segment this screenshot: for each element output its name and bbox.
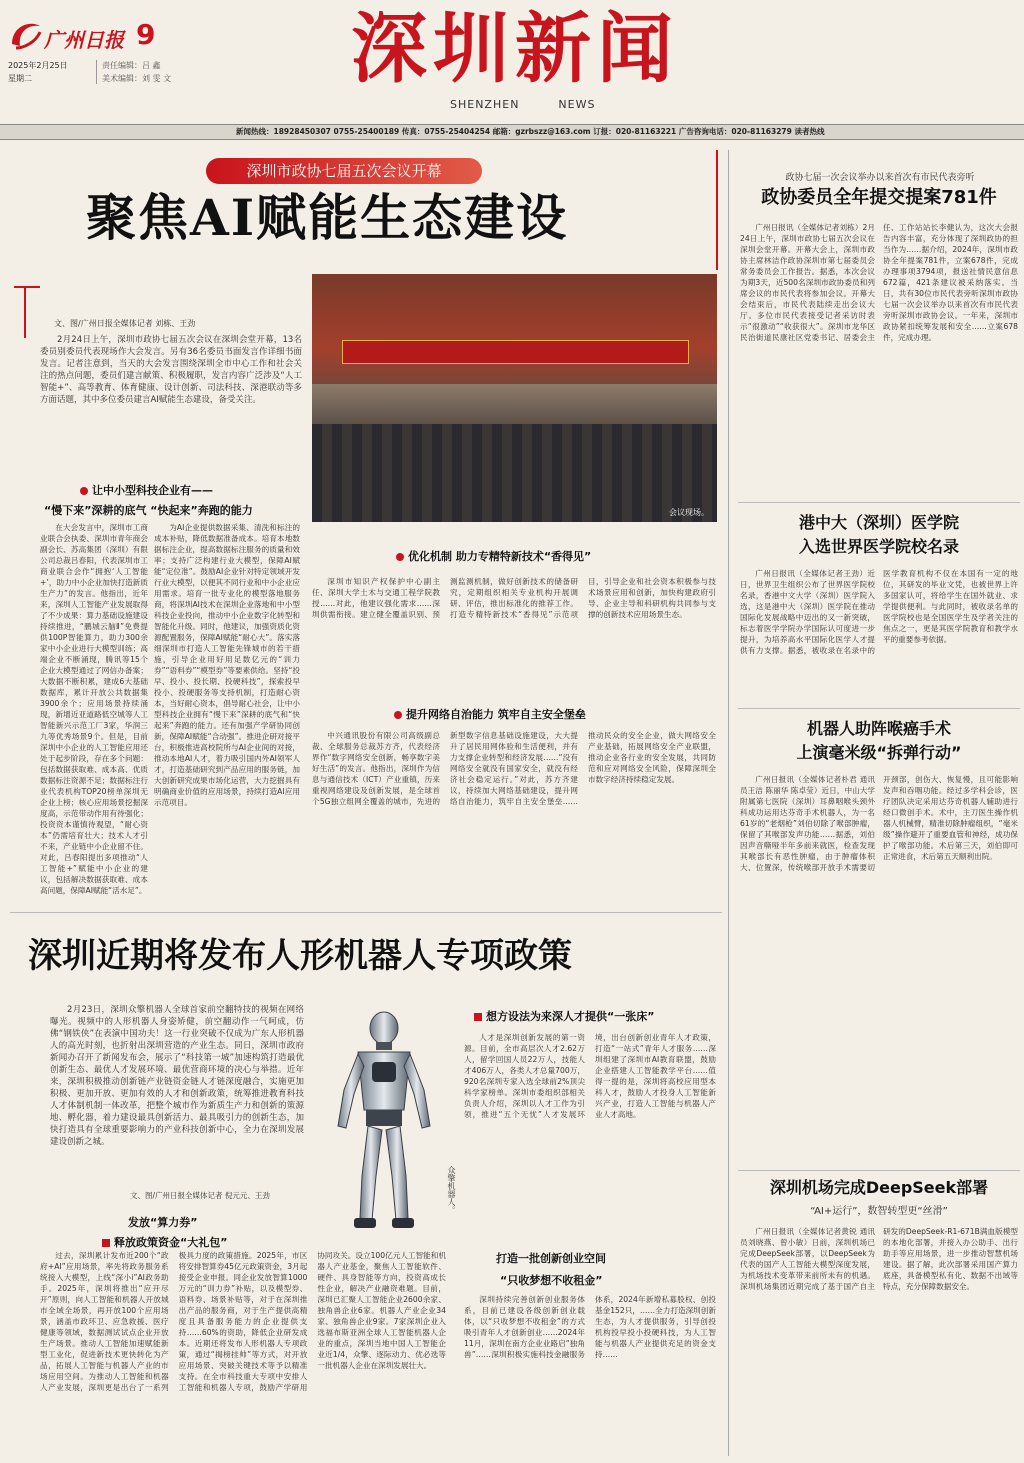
conference-photo [312,274,717,522]
side1-kicker: 政协七届一次会议举办以来首次有市民代表旁听 [785,173,975,183]
side2-headline-2: 入选世界医学院校名录 [798,537,959,556]
issue-date-block [8,60,98,84]
decor-line-right [716,150,718,270]
robot-sec1-heading [82,1214,302,1250]
editor-name: 责任编辑：吕 鑫 [102,61,161,70]
robot-sec1-title-a: 发放“算力券” [128,1216,198,1229]
main-byline: 文、图/广州日报全媒体记者 刘栋、王劲 [54,319,196,328]
robot-sec2-heading [474,1008,714,1024]
robot-sec2-text: 人才是深圳创新发展的第一资源。目前，全市高层次人才2.62万人，留学回国人员22万人，技能人才406万人，各类人才总量700万，920名深圳专家入选全球前2%顶尖科学家榜单。深圳市委组织部相关负责人介绍，深圳以人才工作为引领，推进“五个无忧”人才发展环境，出台创新创业青年人才政策，打造“一站式”青年人才服务……深圳组建了深圳市AI教育联盟，鼓励企业搭建人工智能教学平台……值得一提的是，深圳将高校应用型本科人才，鼓励人才投身人工智能新兴产业，打造人工智能与机器人产业人才高地。 [464,1033,716,1119]
stage-banner [342,340,689,364]
section-en-1: SHENZHEN [450,98,520,111]
robot-sec1-text: 过去，深圳累计发布近200个“政府+AI”应用场景，率先将政务服务系统接入大模型，上线“深小i”AI政务助手。2025年，深圳将推出“应开尽开”原则，向人工智能和机器人开放城市全域全场景，再开放100个应用场景，涵盖市政环卫、应急救援、医疗健康等领域，数据测试试点企业开放生产场景。推动人工智能加速赋能新型工业化，促进新技术更快转化为产品，拓展人工智能与机器人产业的市场应用空间。为推动人工智能和机器人产业发展，深圳更是出台了一系列极具力度的政策措施。2025年，市区将安排智算券45亿元政策资金，3月起接受企业申报。同企业发放智算1000万元的“训力券”补贴，以及模型券、语料券、场景补贴等，对于在深圳推出产品的服务商，对于生产提供高精度且具备服务能力的企业提供支持……60%的资助，降低企业研发成本。近期还将发布人形机器人专项政策，通过“揭榜挂帅”等方式，对开放应用场景、突破关键技术等予以精准支持。在全市科技重大专项中安排人工智能和机器人专项，鼓励产学研用协同攻关。设立100亿元人工智能和机器人产业基金，聚焦人工智能软件、硬件、具身智能等方向，投资高成长性企业，解决产业融资难题。目前，深圳已汇聚人工智能企业2600余家、独角兽企业6家。机器人产业企业34家、独角兽企业9家。7家深圳企业入选福布斯亚洲全球人工智能机器人企业的重点，深圳当地中国人工智能企业近1/4，众擎、逐际动力、优必选等一批机器人企业在深圳发展壮大。 [40,1251,446,1392]
side3-text: 广州日报讯（全媒体记者朴君 通讯员王洁 陈丽华 陈卓莹）近日，中山大学附属第七医院（深圳）耳鼻咽喉头颈外科成功运用达芬奇手术机器人，为一名61岁的“老烟枪”刘伯切除了喉部肿瘤，保留了其喉部发声功能……据悉，刘伯因声音嘶哑半年多前来就医，检查发现其喉部长有恶性肿瘤，由于肿瘤体积大、位置深，传统喉部开放手术需要切开颈部，创伤大、恢复慢，且可能影响发声和吞咽功能。经过多学科会诊，医疗团队决定采用达芬奇机器人辅助进行经口微创手术。术中，主刀医生操作机器人机械臂，精准切除肿瘤组织，“毫米级”操作避开了重要血管和神经，成功保护了喉部功能。术后第三天，刘伯即可正常进食，术后第五天顺利出院。 [740,775,1018,872]
editor-credits [102,60,252,84]
side3-headline-2: 上演毫米级“拆弹行动” [796,743,962,762]
main-sec1-col2: 为AI企业提供数据采集、清洗和标注的成本补贴，降低数据准备成本。培育本地数据标注企业，提高数据标注服务的质量和效率；支持广泛构建行业大模型，保障AI赋能“定位准”。鼓励AI企业针对特定领域开发行业大模型，以便其不同行业和中小企业应用需求。培育一批专业化的模型落地服务商，将深圳AI技术在深圳企业落地和中小型科技企业投向，推动中小企业数字化转型和智能化升级。同时，他建议，加强资质化资源配置服务，保障AI赋能“耐心大”。落实落细深圳市打造人工智能先锋城市的若干措施，引导企业用好用足数亿元的“训力券”“语料券”“模型券”等要素供给。坚持“投早、投小、投长期、投硬科技”，探索投早投小、投硬服务等支持机制，打造耐心资本，当好耐心资本，倡导耐心社会，让中小型科技企业拥有“慢下来”深耕的底气和“快起来”奔跑的能力。还有加强产学研协同创新，保障AI赋能“合动强”。推进企研对接平台，积极推进高校院所与AI企业间的对接，推动本地AI人才，着力吸引国内外AI领军人才，打造基础研究到产品应用的服务链，加大创新研究成果市场化运营，大力挖掘具有明确商业价值的应用场景，持续打造AI应用示范项目。 [154,523,300,807]
robot-lead: 2月23日，深圳众擎机器人全球首家前空翻特技的视频在网络曝光。视频中的人形机器人身姿矫健，前空翻动作一气呵成，仿佛“钢铁侠”在表演中国功夫！这一行业突破不仅成为广东人形机器人的高光时刻，也折射出深圳营造的产业生态。同日，深圳市政府新闻办召开了新闻发布会，展示了“科技第一城”加速构筑打造最优创新生态、最优人才发展环境、最优营商环境的决心与举措。近年来，深圳积极推动创新链产业链资金链人才链深度融合，实施更加积极、更加开放、更加有效的人才和创新政策，统筹推进教育科技人才体制机制一体改革，把整个城市作为新质生产力和创新的策源地、孵化器，着力建设最具创新活力、最具吸引力的创新生态，加快打造具有全球重要影响力的产业科技创新中心，全力在深圳发展建设创新之城。 [50,1005,304,1147]
contact-bar [0,124,1024,140]
section-en-2: NEWS [558,98,596,111]
humanoid-robot-icon [318,1006,448,1238]
side2-headline-1: 港中大（深圳）医学院 [798,513,959,532]
main-lead: 2月24日上午，深圳市政协七届五次会议在深圳会堂开幕，13名委员别委员代表现场作大会发言。另有36名委员书面发言作详细书面发言。记者注意到，当天的大会发言围绕深圳全市中心工作和社会关注的热点问题，委员们建言献策、积极履职，发言内容广泛涉及“人工智能+”、高等教育、体育健康、设计创新、司法科技、深港联动等多方面话题，其中多位委员建言AI赋能生态建设，备受关注。 [40,335,302,405]
side2-text: 广州日报讯（全媒体记者王劲）近日，世界卫生组织公布了世界医学院校名录，香港中文大学（深圳）医学院入选，这是港中大（深圳）医学院在推动国际化发展战略中迈出的又一新突破，标志着医学学院办学国际认可度进一步提升，为培养高水平国际化医学人才提供有力支撑。据悉，被收录在名录中的医学教育机构不仅在本国有一定的地位，其研发的毕业文凭，也被世界上许多国家认可，将给学生在国外就业、求学提供便利。与此同时，被收录名单的医学院校也是全国医学生及学者关注的焦点之一，更是其医学院教育和教学水平的重要参考依据。 [740,569,1018,655]
bullet-icon [80,487,88,495]
main-sec2-heading [396,548,716,564]
stage-rows [312,384,717,424]
main-sec3-heading [394,706,714,722]
main-sec2-text: 深圳市知识产权保护中心副主任、深圳大学土木与交通工程学院教授……对此，他建议强化需求……深圳供需衔接。建立健全覆盖识别、预测监测机制，做好创新技术的储备研究，定期组织相关专业机构开展调研、评估，推出标准化的推荐工作。打造专精特新技术“香得见”示范项目，引导企业和社会资本积极参与技术场景应用和创新，加快构建政府引导、企业主导和科研机构共同参与支撑的创新技术应用场景生态。 [312,577,716,619]
bullet-icon [474,1013,482,1021]
robot-photo-caption: 众擎机器人。 [447,1166,456,1214]
main-sec1-title-a: 让中小型科技企业有—— [92,484,213,497]
robot-headline: 深圳近期将发布人形机器人专项政策 [28,936,572,976]
main-kicker-text: 深圳市政协七届五次会议开幕 [246,162,442,180]
newspaper-logo [8,14,228,54]
main-sec1-col1: 在大会发言中，深圳市工商业联合会执委、深圳市青年商会副会长、苏高集团（深圳）有限公司总裁吕春阳，代表深圳市工商业联合会作“拥抱‘人工智能+’，助力中小企业加快打造新质生产力”的发言。他指出，近年来，深圳人工智能产业发展取得了不少成果：算力基础设施建设持续推进，“鹏城云脑Ⅱ”免费提供100P智能算力，助力300余家中小企业进行大模型训练；高端企业不断涌现，腾讯等15个企业大模型通过了网信办备案；大数据不断积累，建成6大基础数据库，累计开放公共数据集3900余个；应用场景持续涌现，新增近亚道路低空城等人工智能新兴示范工厂3家，华润三九等优秀场景9个。但是，目前深圳中小企业的人工智能应用还处于起步阶段，存在多个问题：包括数据获取难、成本高、优质数据标注资源不足；数据标注行业代表机构TOP20榜单深圳无企业上榜；核心应用场景挖掘深度高，示范带动作用有待强化；投资资本谨慎待观望，“耐心资本”仍需培育壮大；技术人才引不来，产业链中小企业留不住。对此，吕春阳提出多项推动“人工智能+”赋能中小企业的建议，包括解决数据获取难、成本高问题，保障AI赋能“活水足”。 [40,523,148,895]
side1-text: 广州日报讯（全媒体记者刘栋）2月24日上午，深圳市政协七届五次会议在深圳会堂开幕。开幕大会上，深圳市政协主席林洁作政协深圳市第七届委员会常务委员会工作报告。据悉，本次会议为期3天，近500名深圳市政协委员和列席会议的市民代表将参加会议。开幕大会结束后，市民代表陆续走出会议大厅。多位市民代表接受记者采访时表示“很激动”“收获很大”。深圳市龙华区民治街道民康社区党委书记、居委会主任、工作站站长李健认为，这次大会报告内容丰富，充分体现了深圳政协的担当作为……据介绍，2024年，深圳市政协全年提案781件，立案678件，完成办理事项3794项，报送社情民意信息672篇，421条建议被采纳落实。当日，共有30位市民代表旁听深圳市政协七届一次会议举办以来首次有市民代表旁听深圳市政协会议。一年来，深圳市政协紧扣统筹发展和安全……立案678件，完成办理。 [740,223,1018,342]
bullet-icon [396,553,404,561]
section-title-en [450,98,600,111]
decor-line-vertical [24,286,26,338]
robot-photo [318,1006,448,1238]
logo-emblem-icon [8,18,44,52]
audience [312,424,717,522]
main-sec2-title: 优化机制 助力专精特新技术“香得见” [408,550,592,563]
bullet-icon [394,711,402,719]
section-title: 深圳新闻 [351,4,679,93]
side4-headline: 深圳机场完成DeepSeek部署 [769,1178,989,1197]
main-sec3-text: 中兴通讯股份有限公司高级副总裁、全球服务总裁苏方齐，代表经济界作“数字网络安全创新，畅享数字美好生活”的发言。他指出，深圳作为信息与通信技术（ICT）产业重镇，历来重视网络建设及创新发展，是全球首个5G独立组网全覆盖的城市，先进的新型数字信息基础设施建设，大大提升了居民用网体验和生活便利，并有力支撑企业转型和经济发展……“没有网络安全就没有国家安全，就没有经济社会稳定运行。”对此，苏方齐建议，持续加大网络基础建设，提升网络自治能力，筑牢自主安全堡垒……推动民众的安全企业，做大网络安全产业基础，拓展网络安全产业联盟，推动企业各行业的安全发展，共同防范和应对网络安全风险，保障深圳全市数字经济持续稳定发展。 [312,731,716,806]
robot-sec3-title-a: 打造一批创新创业空间 [496,1252,606,1265]
issue-weekday: 星期二 [8,74,32,83]
main-sec1-title-b: “慢下来”深耕的底气 “快起来”奔跑的能力 [44,504,253,517]
robot-sec3-heading [488,1250,708,1288]
robot-sec3-title-b: “只收梦想不收租金” [500,1274,603,1287]
robot-sec2-title: 想方设法为来深人才提供“一张床” [486,1010,655,1023]
art-editor-name: 美术编辑：刘 雯 文 [102,74,172,83]
side4-subhead: “AI+运行”，数智转型更“丝滑” [810,1206,948,1217]
main-headline: 聚焦AI赋能生态建设 [86,188,569,247]
decor-line [14,286,40,288]
side4-text: 广州日报讯（全媒体记者黄锐 通讯员刘晓燕、曾小敏）日前，深圳机场已完成DeepSeek部署，以DeepSeek为代表的国产人工智能大模型深度发展，为机场技术变革带来前所未有的机遇。深圳机场集团近期完成了基于国产自主研发的DeepSeek-R1-671B满血版模型的本地化部署，并接入办公助手、出行助手等应用场景，进一步推动智慧机场建设。据了解，此次部署采用国产算力底座，具备模型私有化、数据不出域等特点，充分保障数据安全。 [740,1227,1018,1291]
robot-sec1-title-b: 释放政策资金“大礼包” [114,1236,228,1249]
contact-bar-text: 新闻热线：18928450307 0755-25400189 传真：0755-25404254 邮箱：gzrbszz@163.com 订报：020-81163221 广告咨询电话：020-81163279 读者热线 [236,127,825,136]
side1-headline: 政协委员全年提交提案781件 [761,187,997,208]
conference-photo-caption: 会议现场。 [669,508,709,517]
logo-text: 广州日报 [44,28,124,52]
robot-byline: 文、图/广州日报全媒体记者 倪元元、王劲 [130,1191,270,1200]
robot-sec3-text: 深圳持续完善创新创业服务体系，目前已建设各级创新创业载体，以“只收梦想不收租金”的方式吸引青年人才创新创业……2024年11月，深圳在南方企业业路启“独角兽”……深圳积极实施科技金融服务体系，2024年新增私募股权、创投基金152只，……全力打造深圳创新生态，为人才提供服务，引导创投机构投早投小投硬科技，为人工智能与机器人产业提供充足的资金支持…… [464,1295,716,1359]
main-kicker [206,158,482,184]
main-sec3-title: 提升网络自治能力 筑牢自主安全堡垒 [406,708,586,721]
bullet-icon [102,1239,110,1247]
main-sec1-title [40,482,300,518]
page-number: 9 [136,18,156,51]
side3-headline-1: 机器人助阵喉癌手术 [806,719,951,738]
issue-date: 2025年2月25日 [8,61,68,70]
